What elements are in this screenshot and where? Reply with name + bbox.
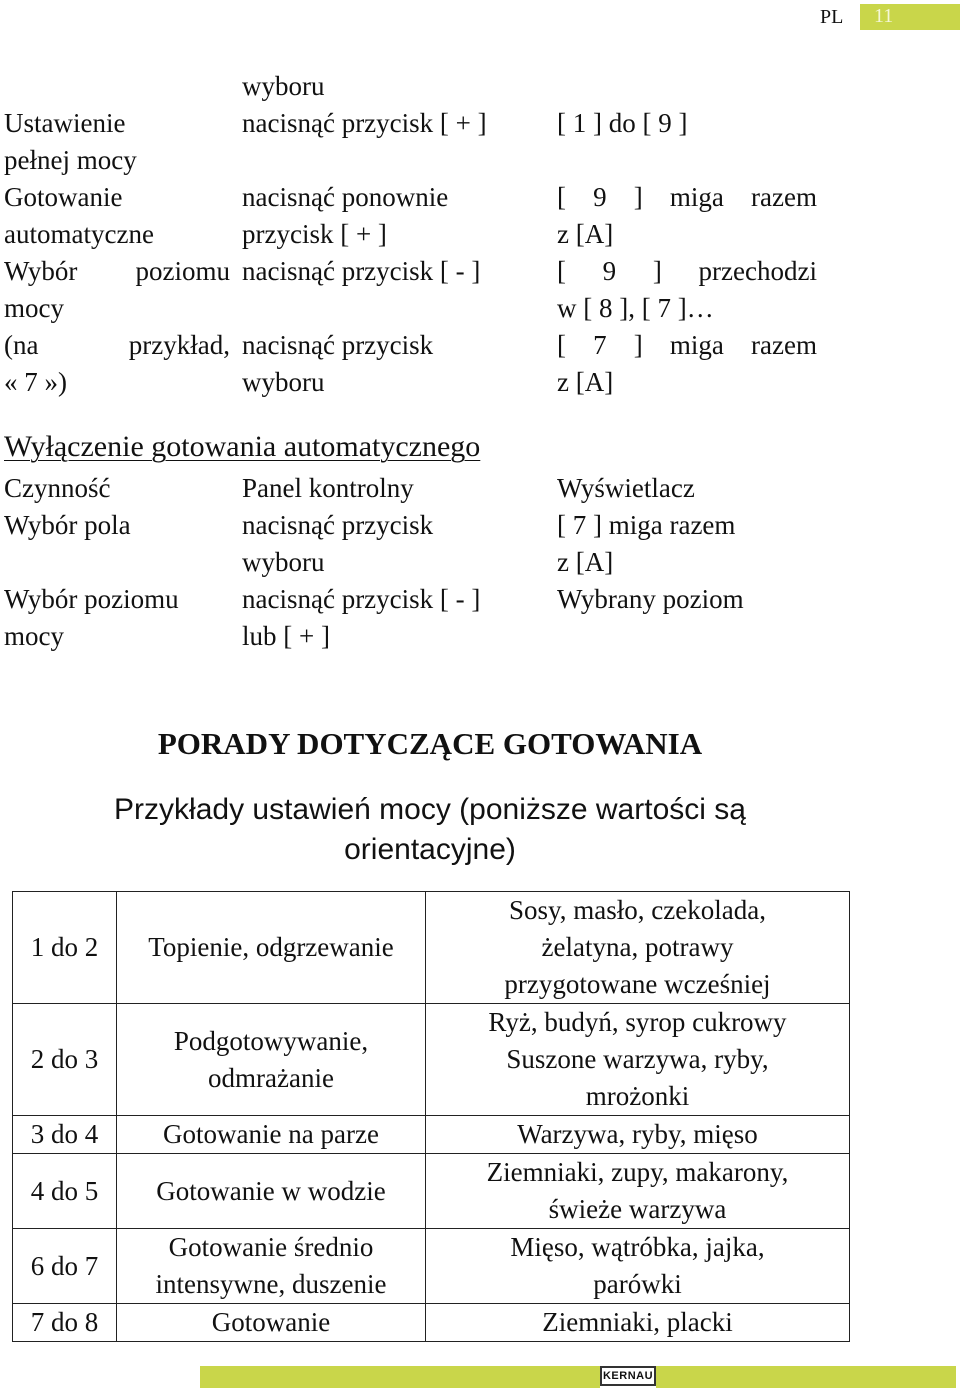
food-examples-line: Ryż, budyń, syrop cukrowy	[488, 1007, 787, 1037]
cooking-method-cell	[117, 1229, 426, 1304]
step-panel: przycisk [ + ]	[242, 219, 387, 249]
step-action: mocy	[4, 293, 64, 323]
tips-title: PORADY DOTYCZĄCE GOTOWANIA	[157, 726, 703, 761]
power-settings-table	[12, 891, 850, 1342]
food-examples-cell	[426, 1154, 850, 1229]
cooking-method-cell	[117, 1304, 426, 1342]
food-examples-line: Sosy, masło, czekolada,	[509, 895, 766, 925]
brand-logo: KERNAU	[600, 1366, 656, 1386]
step-display: [ 9 ] miga razem	[557, 182, 817, 212]
column-header-display: Wyświetlacz	[557, 473, 695, 503]
step-display: [ 9 ] przechodzi	[557, 256, 817, 286]
cooking-method-line: Gotowanie w wodzie	[156, 1175, 386, 1206]
cooking-method-cell	[117, 1154, 426, 1229]
table-row	[13, 1154, 850, 1229]
food-examples-line: Suszone warzywa, ryby,	[506, 1044, 769, 1074]
cooking-method-line: Gotowanie	[211, 1307, 331, 1337]
food-examples-cell	[426, 1304, 850, 1342]
tips-subtitle	[60, 790, 800, 870]
step-action: Gotowanie	[4, 182, 123, 212]
step-action: « 7 »)	[4, 367, 67, 397]
table-row	[13, 1304, 850, 1342]
food-examples-line: Ziemniaki, zupy, makarony,	[486, 1157, 789, 1187]
step-panel: nacisnąć przycisk [ + ]	[242, 108, 487, 138]
food-examples-line: przygotowane wcześniej	[504, 969, 771, 999]
step-panel: nacisnąć przycisk	[242, 510, 434, 540]
section-heading: Wyłączenie gotowania automatycznego	[4, 430, 481, 463]
tips-subtitle-line: orientacyjne)	[344, 833, 516, 866]
step-panel: wyboru	[242, 547, 325, 577]
food-examples-line: mrożonki	[585, 1081, 690, 1111]
column-header-panel: Panel kontrolny	[242, 473, 414, 503]
power-level-cell: 4 do 5	[13, 1154, 117, 1229]
food-examples-cell	[426, 1004, 850, 1116]
step-display: Wybrany poziom	[557, 584, 744, 614]
food-examples-cell	[426, 892, 850, 1004]
cooking-method-line: Gotowanie średnio	[168, 1232, 374, 1262]
cooking-method-line: Gotowanie na parze	[163, 1119, 379, 1149]
step-display: [ 1 ] do [ 9 ]	[557, 108, 688, 138]
step-display: z [A]	[557, 547, 614, 577]
footer-accent-bar-right	[656, 1366, 956, 1388]
step-panel: wyboru	[242, 71, 325, 101]
step-panel: lub [ + ]	[242, 621, 330, 651]
table-row	[13, 892, 850, 1004]
table-row	[13, 1116, 850, 1154]
step-display: [ 7 ] miga razem	[557, 330, 817, 360]
power-level-cell: 6 do 7	[13, 1229, 117, 1304]
step-panel: nacisnąć przycisk	[242, 330, 434, 360]
cooking-method-cell	[117, 892, 426, 1004]
food-examples-cell	[426, 1116, 850, 1154]
power-level-cell: 1 do 2	[13, 892, 117, 1004]
step-panel: nacisnąć przycisk [ - ]	[242, 256, 481, 286]
step-panel: nacisnąć przycisk [ - ]	[242, 584, 481, 614]
table-row	[13, 1229, 850, 1304]
food-examples-line: żelatyna, potrawy	[541, 932, 734, 962]
food-examples-line: świeże warzywa	[548, 1194, 727, 1224]
food-examples-line: Warzywa, ryby, mięso	[517, 1119, 758, 1149]
cooking-method-line: Topienie, odgrzewanie	[148, 932, 394, 962]
table-row	[13, 1004, 850, 1116]
power-level-cell: 2 do 3	[13, 1004, 117, 1116]
power-level-cell: 3 do 4	[13, 1116, 117, 1154]
cooking-method-line: odmrażanie	[208, 1062, 334, 1093]
step-display: z [A]	[557, 367, 614, 397]
food-examples-line: Ziemniaki, placki	[542, 1307, 733, 1337]
cooking-method-line: Podgotowywanie,	[173, 1025, 369, 1056]
step-action: pełnej mocy	[4, 145, 137, 175]
power-level-cell: 7 do 8	[13, 1304, 117, 1342]
step-display: w [ 8 ], [ 7 ]…	[557, 293, 714, 323]
step-display: [ 7 ] miga razem	[557, 510, 736, 540]
language-label: PL	[820, 6, 844, 28]
food-examples-line: Mięso, wątróbka, jajka,	[510, 1232, 765, 1262]
step-action: mocy	[4, 621, 64, 651]
step-action: Wybór pola	[4, 510, 131, 540]
cooking-method-cell	[117, 1004, 426, 1116]
step-panel: wyboru	[242, 367, 325, 397]
tips-subtitle-line: Przykłady ustawień mocy (poniższe wartości są	[114, 793, 746, 826]
step-action: (na przykład,	[4, 330, 230, 360]
step-action: Wybór poziomu	[4, 584, 179, 614]
step-action: Ustawienie	[4, 108, 126, 138]
step-action: Wybór poziomu	[4, 256, 230, 286]
cooking-method-cell	[117, 1116, 426, 1154]
cooking-method-line: intensywne, duszenie	[155, 1269, 387, 1299]
column-header-action: Czynność	[4, 473, 111, 503]
food-examples-cell	[426, 1229, 850, 1304]
footer-accent-bar	[200, 1366, 600, 1388]
step-display: z [A]	[557, 219, 614, 249]
step-action: automatyczne	[4, 219, 154, 249]
step-panel: nacisnąć ponownie	[242, 182, 449, 212]
page-number-badge: 11	[860, 4, 960, 30]
food-examples-line: parówki	[593, 1269, 682, 1299]
